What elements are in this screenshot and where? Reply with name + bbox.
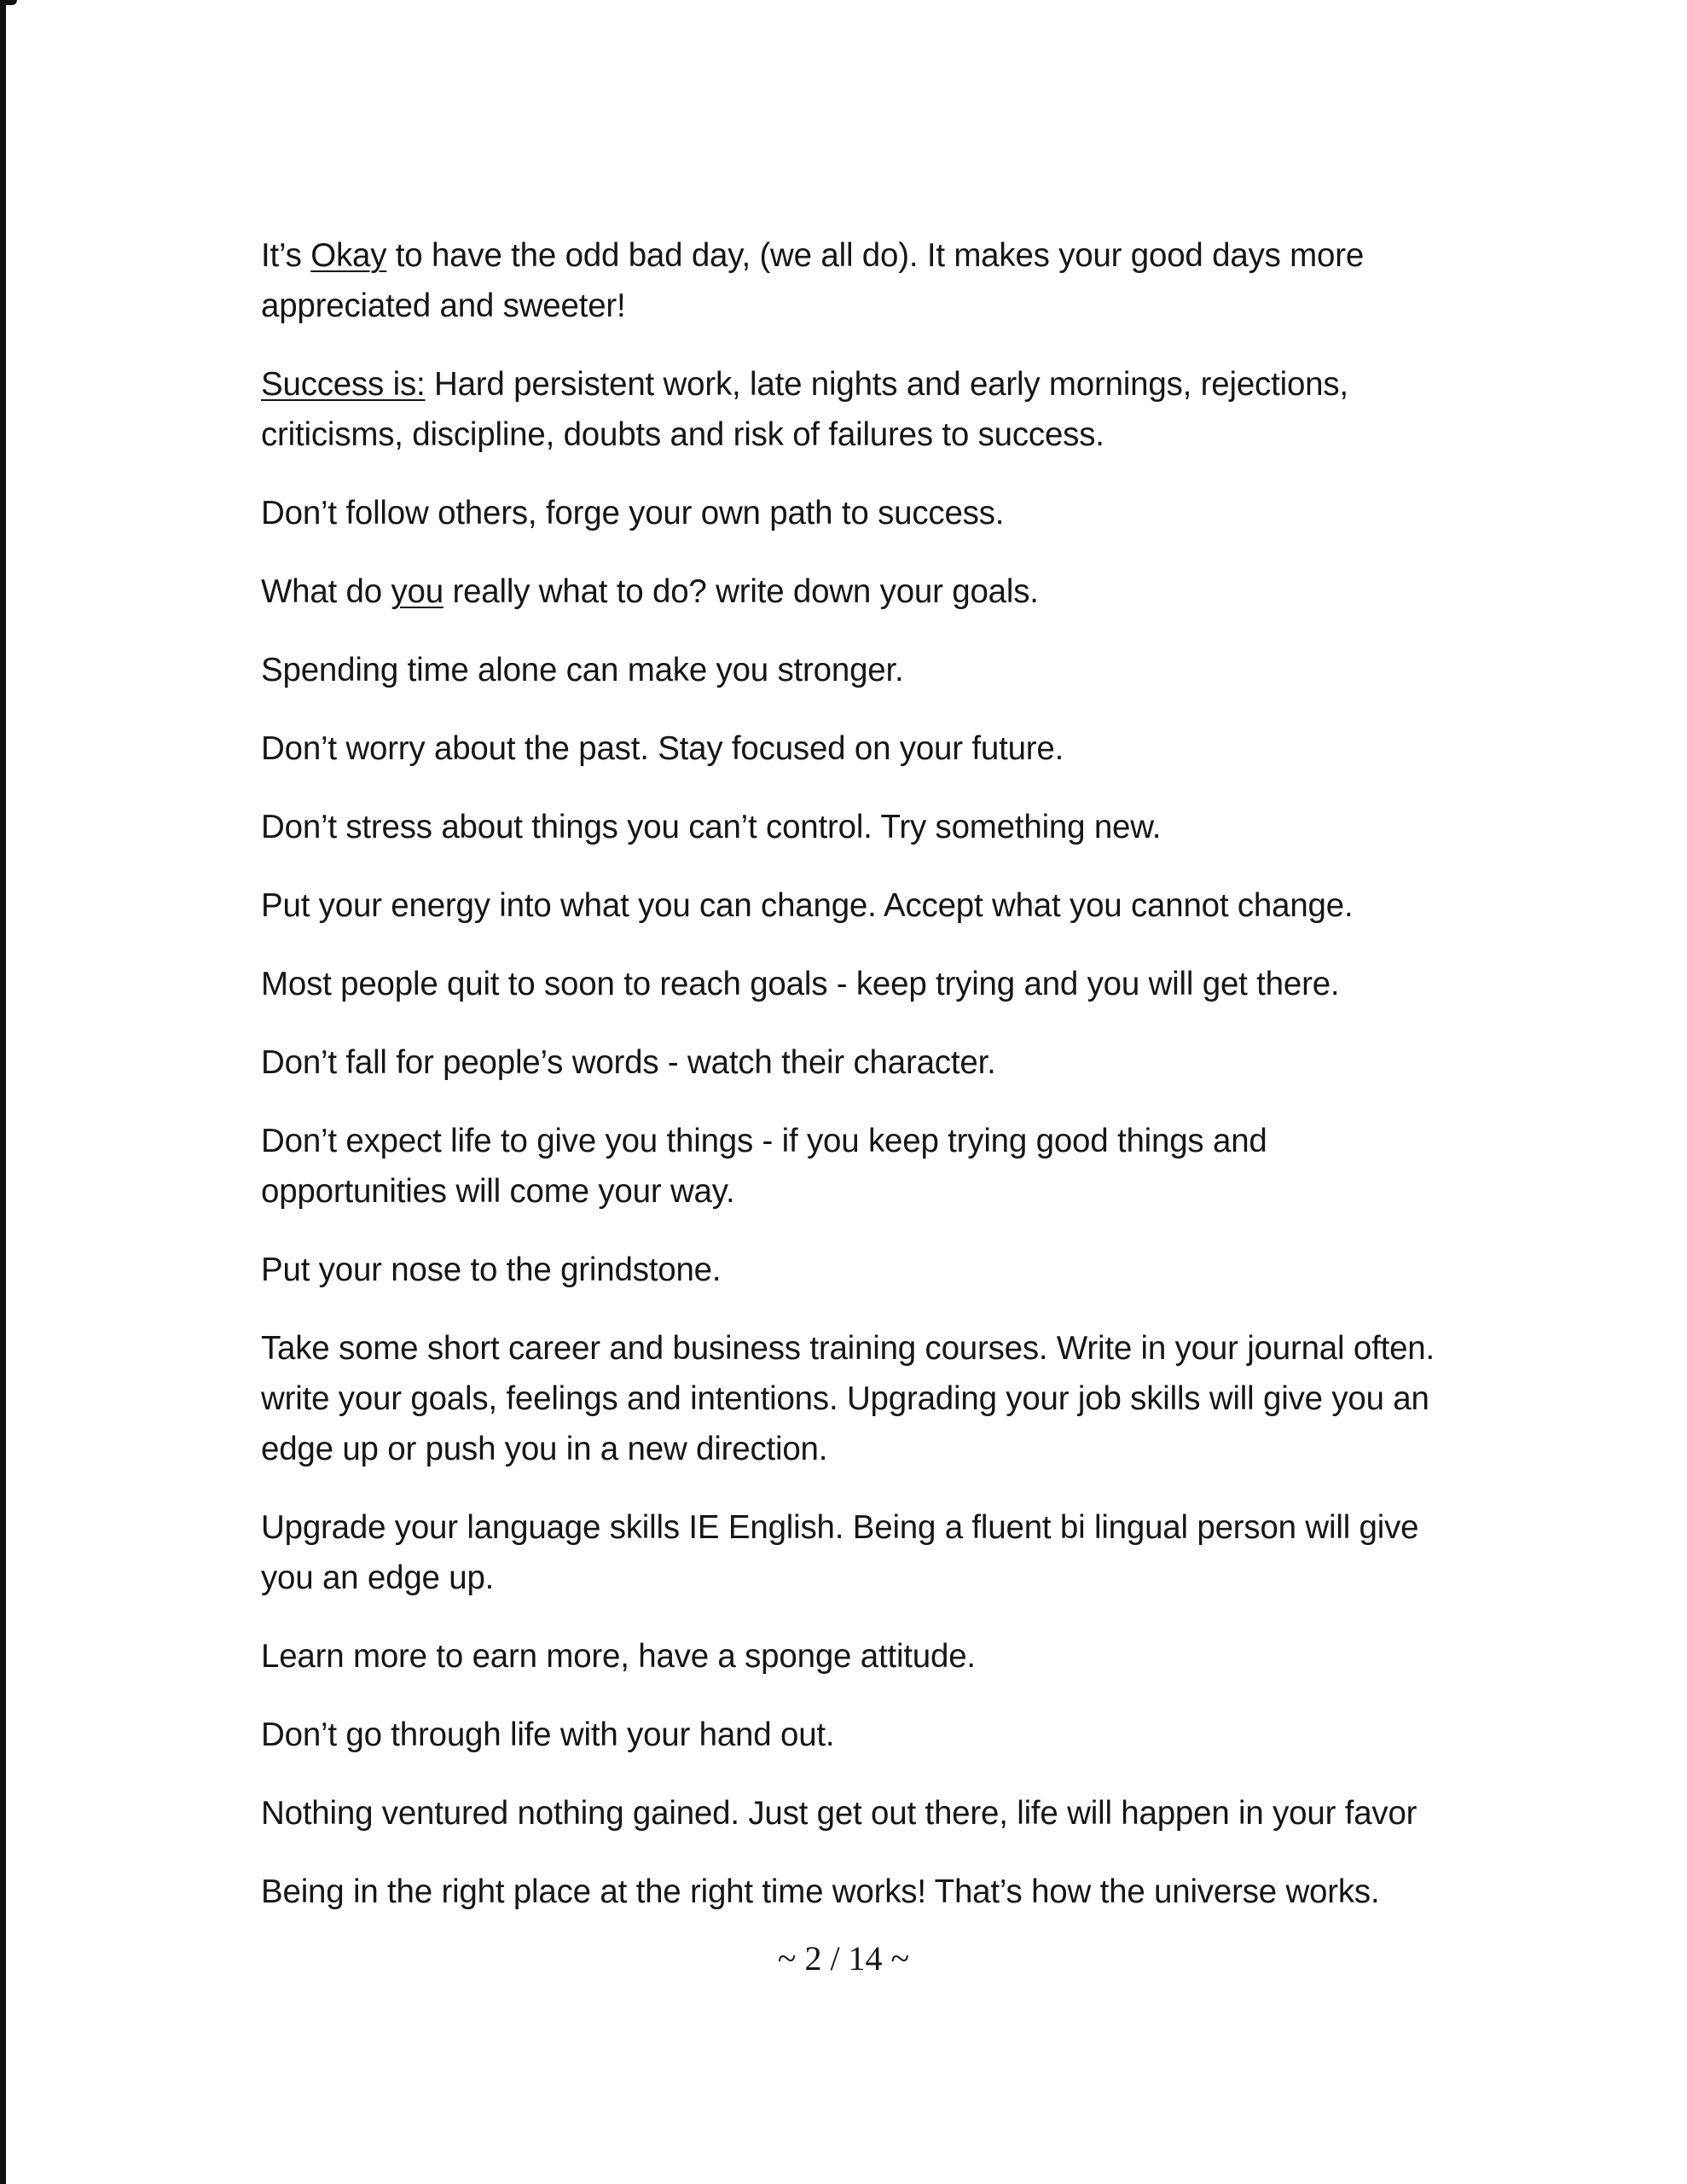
paragraph-goals: What do you really what to do? write down your goals.	[261, 573, 1039, 610]
paragraph: Learn more to earn more, have a sponge attitude.	[261, 1638, 976, 1675]
paragraph: Don’t follow others, forge your own path to success.	[261, 495, 1005, 531]
paragraph	[261, 1323, 1506, 1474]
paragraph-line: Don’t expect life to give you things - if you keep trying good things and	[261, 1123, 1267, 1159]
paragraph-line: Success is: Hard persistent work, late nights and early mornings, rejections,	[261, 366, 1348, 403]
underlined-word: Okay	[310, 237, 387, 274]
scan-corner	[0, 0, 17, 5]
paragraph: Put your nose to the grindstone.	[261, 1252, 722, 1288]
paragraph-line: criticisms, discipline, doubts and risk of failures to success.	[261, 416, 1104, 453]
paragraph: Most people quit to soon to reach goals - keep trying and you will get there.	[261, 966, 1340, 1002]
paragraph	[261, 1502, 1506, 1603]
paragraph-okay	[261, 230, 1506, 331]
page-number: ~ 2 / 14 ~	[777, 1939, 910, 1978]
paragraph: Don’t go through life with your hand out.	[261, 1716, 835, 1753]
paragraph-line: Take some short career and business training courses. Write in your journal often.	[261, 1330, 1435, 1367]
scan-border	[0, 0, 6, 2184]
paragraph-line: appreciated and sweeter!	[261, 288, 626, 324]
paragraph: Don’t stress about things you can’t control. Try something new.	[261, 809, 1162, 845]
paragraph-line: It’s Okay to have the odd bad day, (we all do). It makes your good days more	[261, 237, 1365, 274]
paragraph: Don’t worry about the past. Stay focused on your future.	[261, 730, 1064, 767]
paragraph: Being in the right place at the right time works! That’s how the universe works.	[261, 1873, 1380, 1910]
paragraph-line: opportunities will come your way.	[261, 1173, 735, 1210]
paragraph-line: Upgrade your language skills IE English. Being a fluent bi lingual person will give	[261, 1509, 1419, 1546]
paragraph-success	[261, 359, 1506, 460]
paragraph-line: write your goals, feelings and intentions. Upgrading your job skills will give you an	[261, 1380, 1429, 1417]
paragraph-line: edge up or push you in a new direction.	[261, 1431, 828, 1467]
underlined-heading: Success is:	[261, 366, 426, 403]
page-body	[261, 230, 1506, 1945]
paragraph	[261, 1116, 1506, 1217]
paragraph: Nothing ventured nothing gained. Just get out there, life will happen in your favor	[261, 1795, 1417, 1832]
paragraph: Put your energy into what you can change. Accept what you cannot change.	[261, 887, 1354, 924]
underlined-word: you	[391, 573, 443, 610]
paragraph: Don’t fall for people’s words - watch their character.	[261, 1044, 996, 1081]
paragraph-line: you an edge up.	[261, 1560, 495, 1596]
paragraph: Spending time alone can make you stronger.	[261, 652, 904, 688]
